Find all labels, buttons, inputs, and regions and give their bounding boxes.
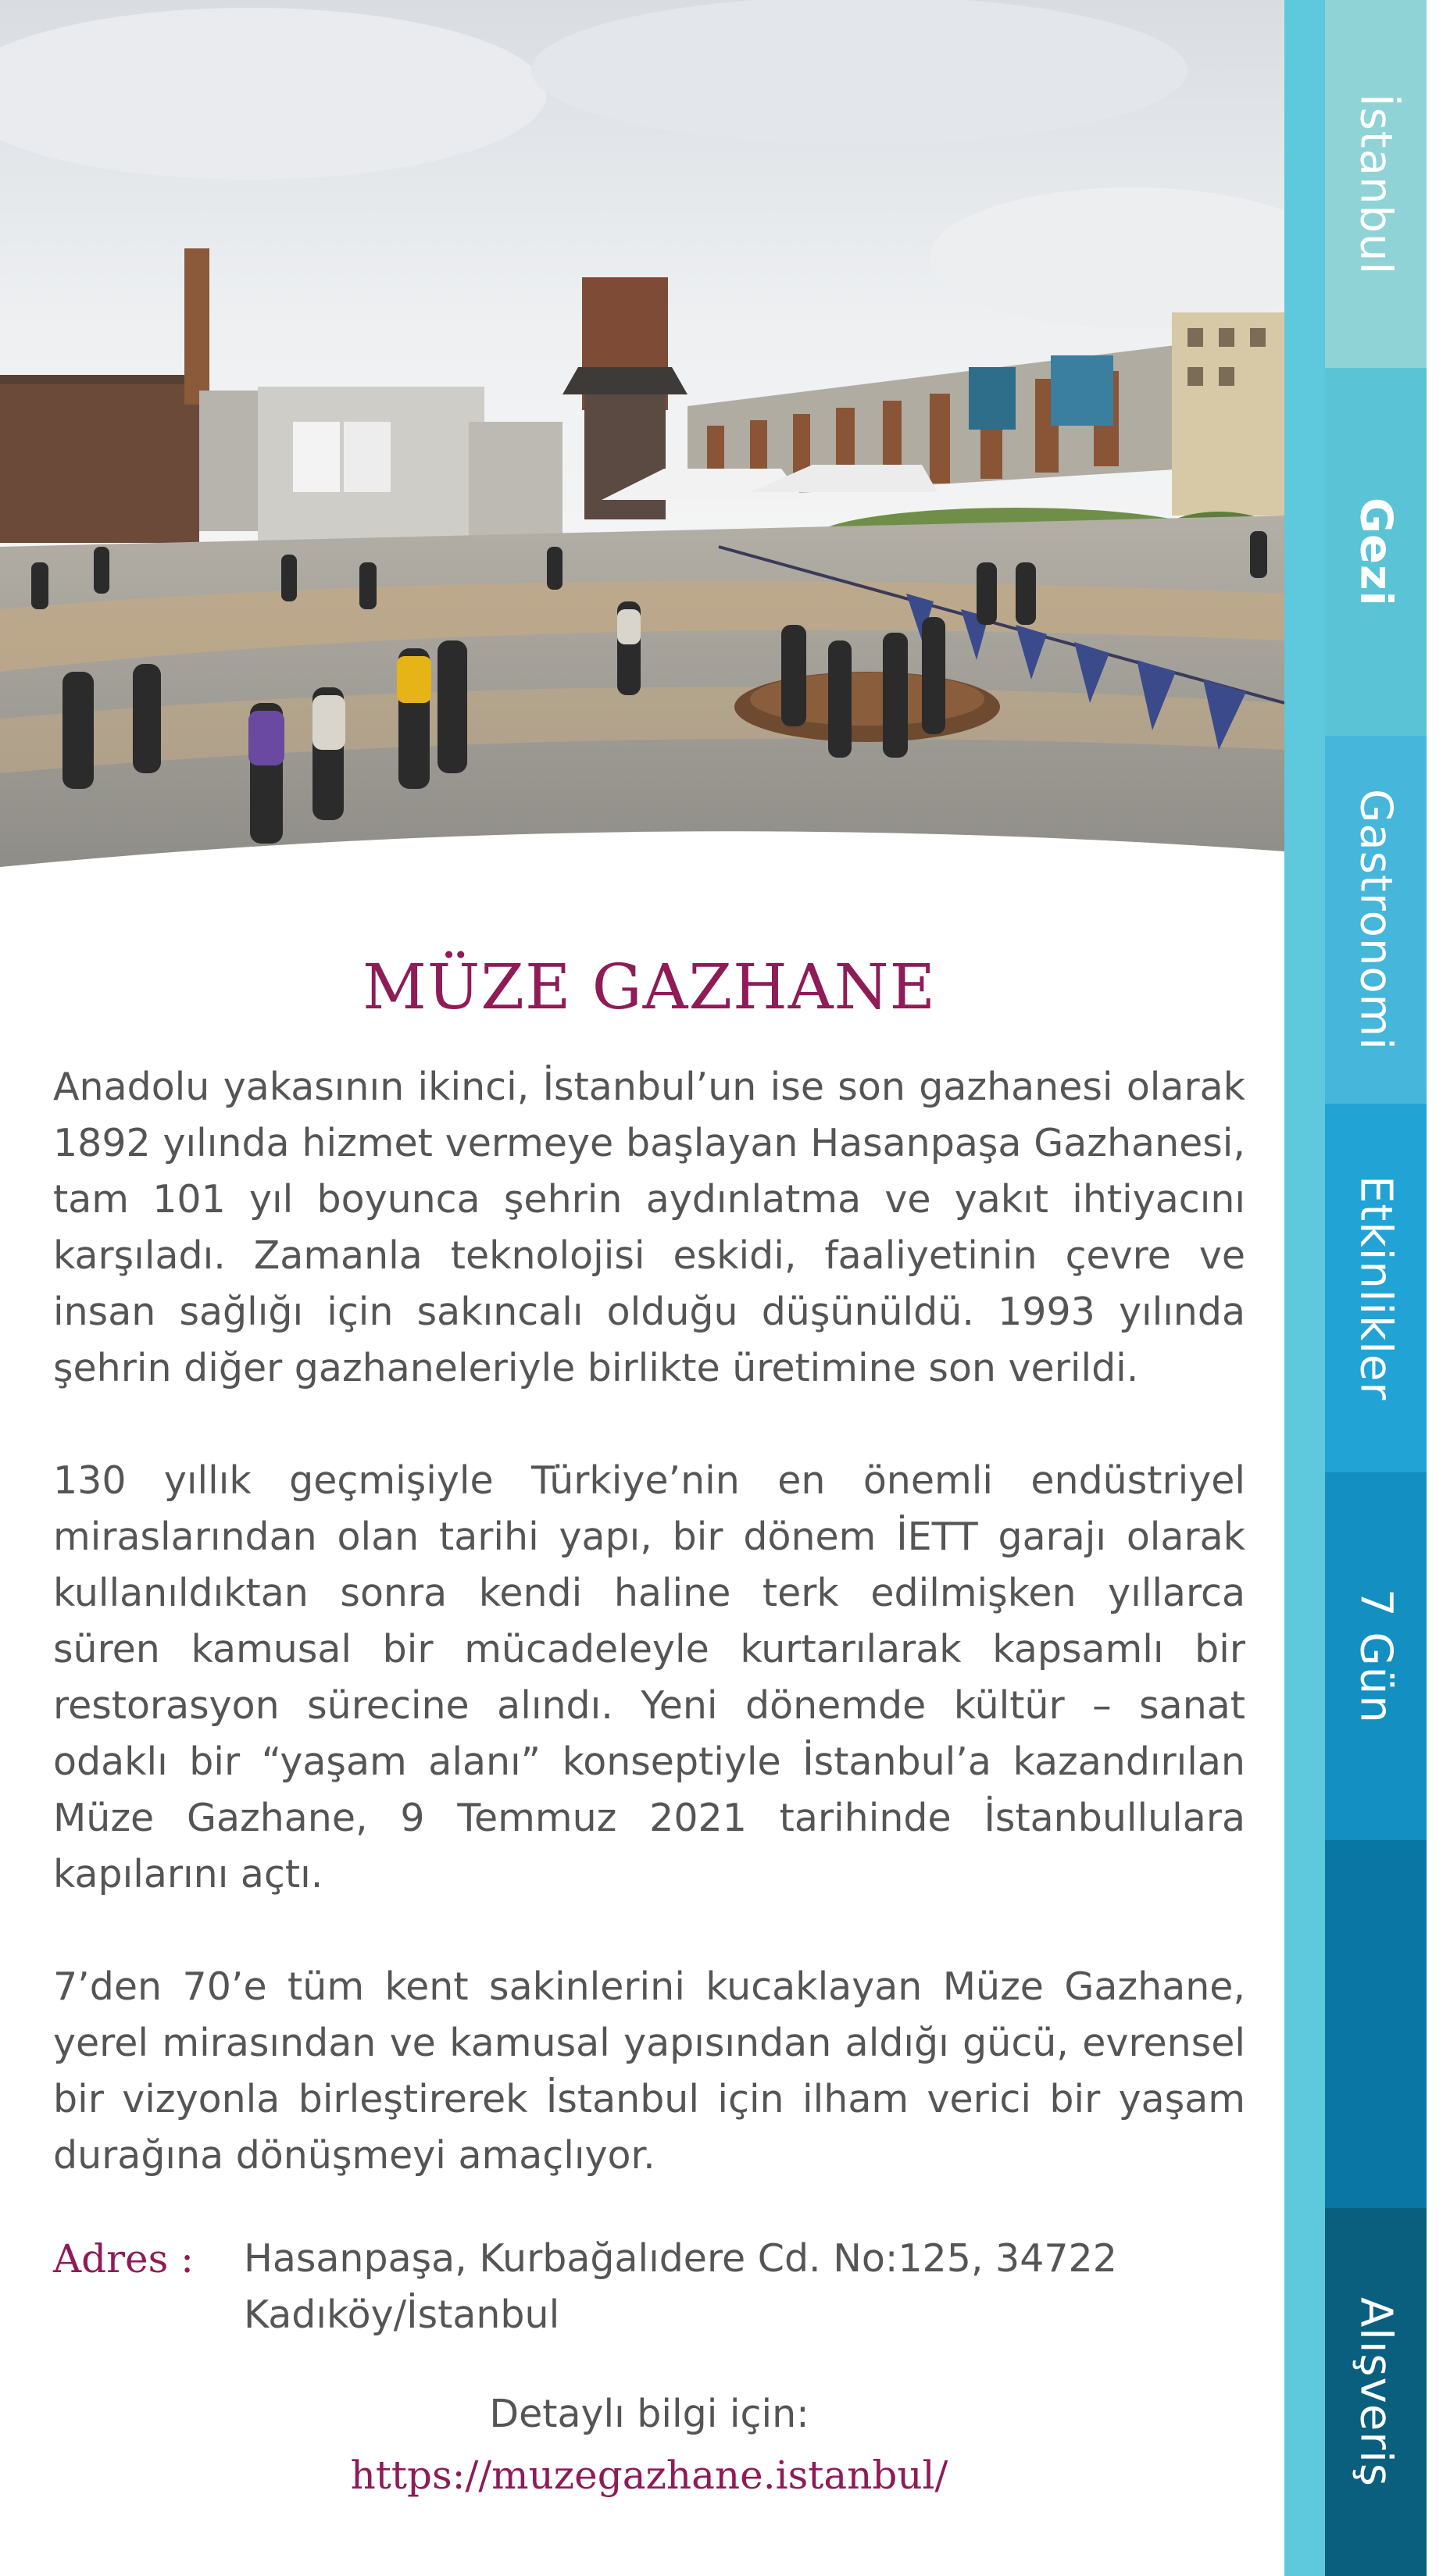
side-strip bbox=[1284, 0, 1325, 2576]
info-block bbox=[53, 2384, 1245, 2506]
address-label: Adres : bbox=[53, 2236, 195, 2282]
section-tabs bbox=[1325, 0, 1427, 2576]
info-label: Detaylı bilgi için: bbox=[489, 2392, 809, 2436]
gazhane-courtyard-photo-icon bbox=[0, 0, 1284, 889]
tab-label: Etkinlikler bbox=[1350, 1175, 1402, 1401]
website-link[interactable]: https://muzegazhane.istanbul/ bbox=[350, 2453, 948, 2498]
address-line-2: Kadıköy/İstanbul bbox=[244, 2292, 560, 2337]
tab-label: Alışveriş bbox=[1350, 2296, 1402, 2487]
tab-gastronomi[interactable] bbox=[1325, 736, 1427, 1104]
tab-label: 7 Gün bbox=[1350, 1588, 1402, 1724]
tab-etkinlikler[interactable] bbox=[1325, 1104, 1427, 1472]
page-title: MÜZE GAZHANE bbox=[362, 951, 936, 1023]
tab-blank[interactable] bbox=[1325, 1840, 1427, 2208]
side-edge bbox=[1427, 0, 1450, 2576]
tab-label: İstanbul bbox=[1350, 93, 1402, 275]
tab-7-gun[interactable] bbox=[1325, 1472, 1427, 1840]
address-line-1: Hasanpaşa, Kurbağalıdere Cd. No:125, 34722 bbox=[244, 2236, 1117, 2281]
paragraph-history: Anadolu yakasının ikinci, İstanbul’un ise son gazhanesi olarak 1892 yılında hizmet vermeye başlayan Hasanpaşa Gazhanesi, tam 101 yıl boyunca şehrin aydınlatma ve yakıt ihtiyacını karşıladı. Zamanla teknolojisi eskidi, faaliyetinin çevre ve insan sağlığı için sakıncalı olduğu düşünüldü. 1993 yılında şehrin diğer gazhaneleriyle birlikte üretimine son verildi. bbox=[53, 1065, 1245, 1390]
paragraph-restoration: 130 yıllık geçmişiyle Türkiye’nin en önemli endüstriyel miraslarından olan tarihi yapı, bir dönem İETT garajı olarak kullanıldıktan sonra kendi haline terk edilmişken yıllarca süren kamusal bir mücadeleyle kurtarılarak kapsamlı bir restorasyon sürecine alındı. Yeni dönemde kültür – sanat odaklı bir “yaşam alanı” konseptiyle İstanbul’a kazandırılan Müze Gazhane, 9 Temmuz 2021 tarihinde İstanbullulara kapılarını açtı. bbox=[53, 1458, 1245, 1896]
tab-alisveris[interactable] bbox=[1325, 2208, 1427, 2576]
tab-gezi[interactable] bbox=[1325, 368, 1427, 736]
address-value bbox=[244, 2231, 1117, 2343]
article bbox=[53, 889, 1245, 2506]
tab-label: Gastronomi bbox=[1350, 789, 1402, 1051]
address-block bbox=[53, 2231, 1245, 2343]
tab-istanbul[interactable] bbox=[1325, 0, 1427, 368]
hero-photo bbox=[0, 0, 1284, 889]
paragraph-vision: 7’den 70’e tüm kent sakinlerini kucaklayan Müze Gazhane, yerel mirasından ve kamusal yapısından aldığı gücü, evrensel bir vizyonla birleştirerek İstanbul için ilham verici bir yaşam durağına dönüşmeyi amaçlıyor. bbox=[53, 1964, 1245, 2178]
tab-label: Gezi bbox=[1350, 497, 1402, 607]
